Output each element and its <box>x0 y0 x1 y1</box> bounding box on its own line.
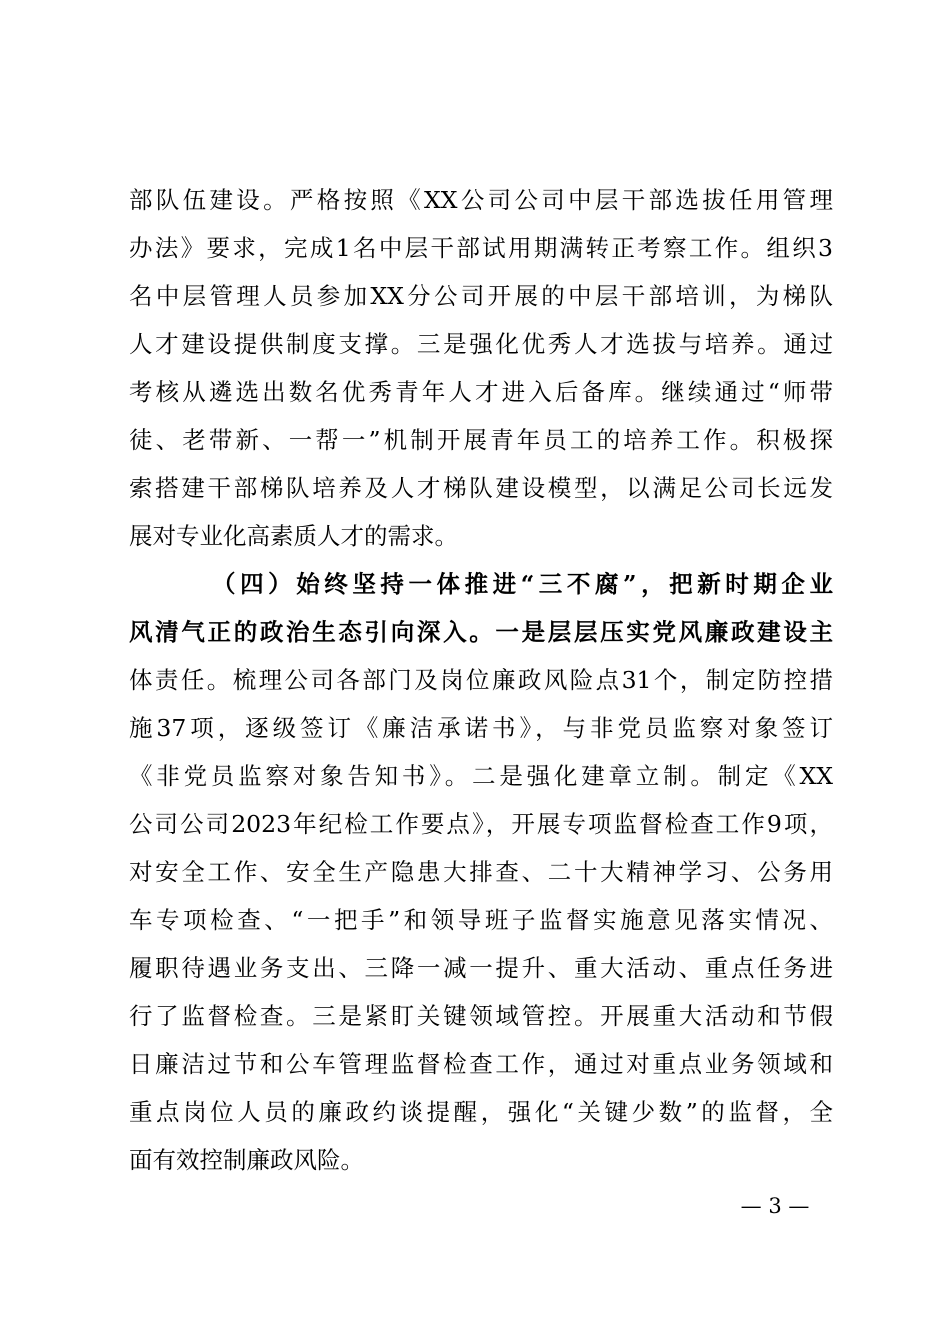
text-line-6: 徒、老带新、一帮一”机制开展青年员工的培养工作。积极探 <box>129 426 833 454</box>
text-line-18: 行了监督检查。三是紧盯关键领域管控。开展重大活动和节假 <box>129 1002 833 1030</box>
text-line-4: 人才建设提供制度支撑。三是强化优秀人才选拔与培养。通过 <box>129 330 833 358</box>
text-line-14: 公司公司2023年纪检工作要点》，开展专项监督检查工作9项， <box>129 810 833 838</box>
text-line-17: 履职待遇业务支出、三降一减一提升、重大活动、重点任务进 <box>129 954 833 982</box>
text-line-1: 部队伍建设。严格按照《XX公司公司中层干部选拔任用管理 <box>129 186 833 214</box>
text-line-12: 施37项，逐级签订《廉洁承诺书》，与非党员监察对象签订 <box>129 714 833 742</box>
text-line-15: 对安全工作、安全生产隐患大排查、二十大精神学习、公务用 <box>129 858 833 886</box>
text-line-7: 索搭建干部梯队培养及人才梯队建设模型，以满足公司长远发 <box>129 474 833 502</box>
text-line-13: 《非党员监察对象告知书》。二是强化建章立制。制定《XX <box>129 762 833 790</box>
text-line-20: 重点岗位人员的廉政约谈提醒，强化“关键少数”的监督，全 <box>129 1098 833 1126</box>
section-heading-line-2: 风清气正的政治生态引向深入。一是层层压实党风廉政建设主 <box>129 618 833 646</box>
text-line-8: 展对专业化高素质人才的需求。 <box>129 522 458 550</box>
text-line-19: 日廉洁过节和公车管理监督检查工作，通过对重点业务领域和 <box>129 1050 833 1078</box>
page-number: — 3 — <box>740 1194 810 1218</box>
text-line-21: 面有效控制廉政风险。 <box>129 1146 364 1174</box>
section-heading-line-1: （四）始终坚持一体推进“三不腐”，把新时期企业 <box>212 570 833 598</box>
text-line-5: 考核从遴选出数名优秀青年人才进入后备库。继续通过“师带 <box>129 378 833 406</box>
text-line-16: 车专项检查、“一把手”和领导班子监督实施意见落实情况、 <box>129 906 833 934</box>
text-line-11: 体责任。梳理公司各部门及岗位廉政风险点31个，制定防控措 <box>129 666 833 694</box>
text-line-3: 名中层管理人员参加XX分公司开展的中层干部培训，为梯队 <box>129 282 833 310</box>
text-line-2: 办法》要求，完成1名中层干部试用期满转正考察工作。组织3 <box>129 234 833 262</box>
